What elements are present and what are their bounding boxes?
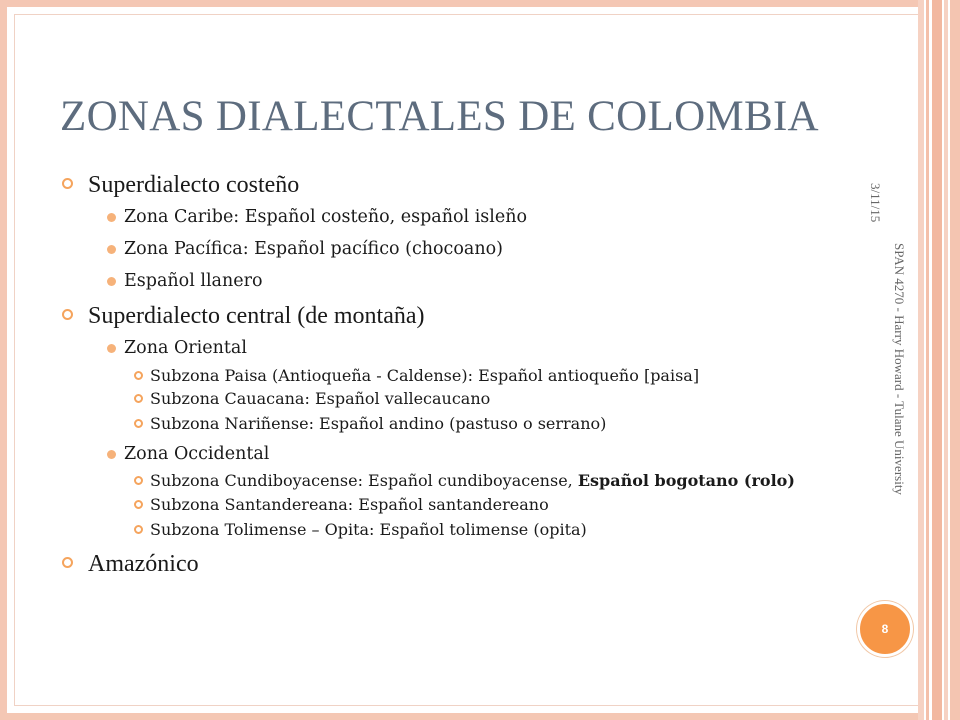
bullet-text: Zona Caribe: Español costeño, español isleño bbox=[124, 207, 528, 227]
bullet-text: Subzona Cauacana: Español vallecaucano bbox=[150, 389, 491, 408]
bullet-text: Subzona Tolimense – Opita: Español tolimense (opita) bbox=[150, 520, 587, 539]
ring-bullet-icon bbox=[134, 419, 143, 428]
bullet-level3-santandereana bbox=[62, 496, 822, 514]
ring-bullet-icon bbox=[62, 178, 73, 189]
bullet-level2-occidental bbox=[62, 442, 822, 466]
slide-date: 3/11/15 bbox=[868, 183, 883, 223]
dot-bullet-icon bbox=[107, 245, 116, 254]
bullet-level2-llanero bbox=[62, 269, 822, 293]
bullet-level3-paisa bbox=[62, 367, 822, 385]
bullet-text bbox=[150, 472, 810, 490]
bullet-level1-costeno bbox=[62, 170, 822, 200]
bullet-level2-caribe bbox=[62, 205, 822, 229]
bullet-text: Superdialecto costeño bbox=[88, 172, 300, 198]
ring-bullet-icon bbox=[62, 557, 73, 568]
page-number: 8 bbox=[881, 622, 889, 636]
bullet-text: Subzona Nariñense: Español andino (pastuso o serrano) bbox=[150, 414, 607, 433]
ring-bullet-icon bbox=[134, 371, 143, 380]
bullet-text-regular: Subzona Cundiboyacense: Español cundiboyacense, bbox=[150, 471, 578, 490]
stripe bbox=[926, 0, 929, 720]
bullet-text: Subzona Paisa (Antioqueña - Caldense): Español antioqueño [paisa] bbox=[150, 366, 700, 385]
frame-bottom-border bbox=[0, 713, 918, 720]
bullet-level3-tolimense bbox=[62, 521, 822, 539]
ring-bullet-icon bbox=[134, 394, 143, 403]
bullet-text: Zona Pacífica: Español pacífico (chocoano) bbox=[124, 239, 503, 259]
slide-footer-course: SPAN 4270 - Harry Howard - Tulane University bbox=[892, 243, 907, 495]
frame-top-border bbox=[0, 0, 918, 7]
bullet-level2-oriental bbox=[62, 336, 822, 360]
stripe bbox=[950, 0, 960, 720]
bullet-text: Español llanero bbox=[124, 271, 263, 291]
bullet-level3-cauacana bbox=[62, 390, 822, 408]
ring-bullet-icon bbox=[134, 476, 143, 485]
bullet-text: Subzona Santandereana: Español santandereano bbox=[150, 495, 549, 514]
dot-bullet-icon bbox=[107, 450, 116, 459]
frame-inner-line-top bbox=[14, 14, 918, 15]
stripe bbox=[932, 0, 942, 720]
bullet-text: Amazónico bbox=[88, 551, 199, 577]
bullet-level2-pacifica bbox=[62, 237, 822, 261]
dot-bullet-icon bbox=[107, 277, 116, 286]
dot-bullet-icon bbox=[107, 344, 116, 353]
stripe bbox=[918, 0, 924, 720]
ring-bullet-icon bbox=[134, 500, 143, 509]
stripe bbox=[944, 0, 948, 720]
slide-title: ZONAS DIALECTALES DE COLOMBIA bbox=[60, 93, 819, 140]
bullet-list bbox=[62, 170, 822, 579]
bullet-text: Zona Oriental bbox=[124, 338, 247, 358]
right-decorative-stripes bbox=[918, 0, 960, 720]
bullet-text-bold: Español bogotano (rolo) bbox=[577, 471, 795, 490]
bullet-level1-central bbox=[62, 301, 822, 331]
bullet-text: Zona Occidental bbox=[124, 444, 270, 464]
bullet-text: Superdialecto central (de montaña) bbox=[88, 303, 425, 329]
dot-bullet-icon bbox=[107, 213, 116, 222]
bullet-level3-cundiboyacense bbox=[62, 472, 822, 490]
page-number-badge bbox=[857, 601, 913, 657]
frame-left-border bbox=[0, 0, 7, 720]
frame-inner-line-left bbox=[14, 14, 15, 706]
ring-bullet-icon bbox=[62, 309, 73, 320]
ring-bullet-icon bbox=[134, 525, 143, 534]
bullet-level3-narinense bbox=[62, 415, 822, 433]
bullet-level1-amazonico bbox=[62, 549, 822, 579]
frame-inner-line-bottom bbox=[14, 705, 918, 706]
